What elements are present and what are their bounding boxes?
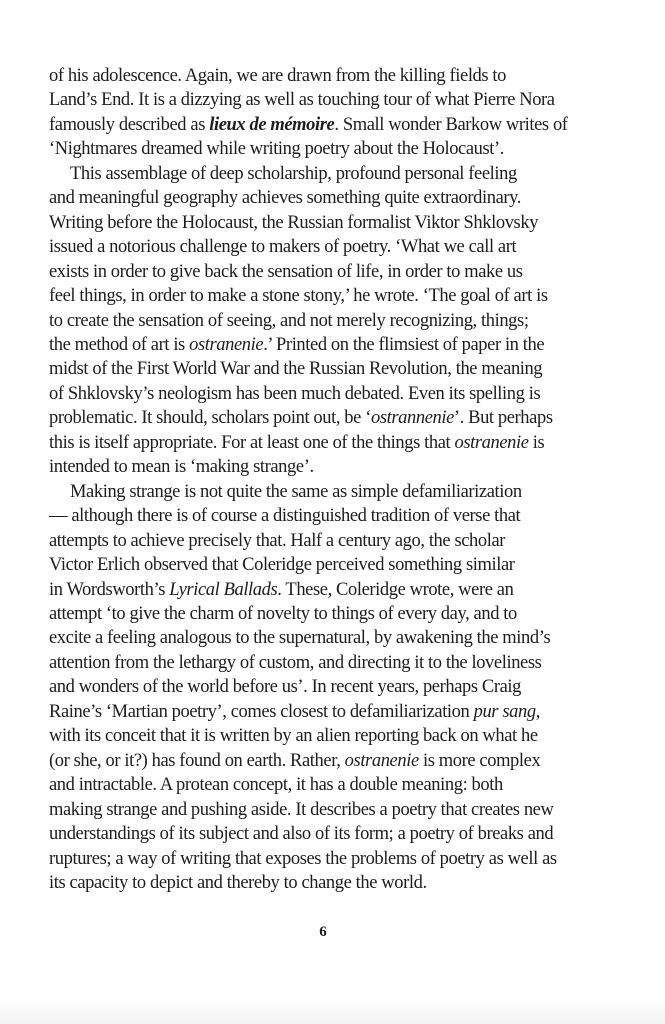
text-line [49, 235, 597, 259]
text-segment: excite a feeling analogous to the supernatural, by awakening the mind’s [49, 628, 551, 649]
text-line [49, 357, 597, 381]
text-line [49, 284, 597, 308]
text-line [49, 700, 597, 724]
text-line [49, 822, 597, 846]
text-line [49, 749, 597, 773]
text-segment: (or she, or it?) has found on earth. Rather, [49, 750, 345, 771]
text-line [49, 162, 597, 186]
text-segment: midst of the First World War and the Russian Revolution, the meaning [49, 359, 543, 380]
text-line [49, 651, 597, 675]
text-line [49, 88, 597, 112]
emphasized-text: pur sang [473, 701, 536, 722]
text-line [49, 431, 597, 455]
text-segment: . These, Coleridge wrote, were an [277, 579, 514, 600]
text-line [49, 260, 597, 284]
emphasized-text: ostranenie [454, 432, 529, 453]
text-segment: attempt ‘to give the charm of novelty to things of every day, and to [49, 603, 517, 624]
text-line [49, 553, 597, 577]
text-segment: Victor Erlich observed that Coleridge perceived something similar [49, 555, 515, 576]
text-line [49, 113, 597, 137]
text-segment: feel things, in order to make a stone stony,’ he wrote. ‘The goal of art is [49, 286, 548, 307]
text-line [49, 480, 597, 504]
text-segment: making strange and pushing aside. It describes a poetry that creates new [49, 799, 554, 820]
text-segment: understandings of its subject and also of its form; a poetry of breaks and [49, 824, 554, 845]
text-segment: , [535, 701, 540, 722]
text-segment: Raine’s ‘Martian poetry’, comes closest to defamiliarization [49, 701, 474, 722]
text-segment: Land’s End. It is a dizzying as well as touching tour of what Pierre Nora [49, 90, 555, 111]
text-segment: this is itself appropriate. For at least one of the things that [49, 432, 455, 453]
emphasized-text: ostranenie [189, 334, 264, 355]
paragraph [49, 480, 597, 896]
text-segment: problematic. It should, scholars point out, be ‘ [49, 408, 371, 429]
text-segment: attempts to achieve precisely that. Half a century ago, the scholar [49, 530, 506, 551]
body-text [49, 64, 597, 895]
text-line [49, 64, 597, 88]
emphasized-text: Lyrical Ballads [169, 579, 278, 600]
text-line [49, 847, 597, 871]
text-line [49, 871, 597, 895]
text-line [49, 504, 597, 528]
text-line [49, 333, 597, 357]
emphasized-text: ostrannenie [370, 408, 454, 429]
text-line [49, 724, 597, 748]
paragraph [49, 162, 597, 480]
text-line [49, 186, 597, 210]
text-segment: of his adolescence. Again, we are drawn from the killing fields to [49, 66, 507, 86]
text-line [49, 382, 597, 406]
text-line [49, 675, 597, 699]
text-segment: .’ Printed on the flimsiest of paper in the [263, 334, 545, 355]
text-segment: This assemblage of deep scholarship, profound personal feeling [70, 163, 517, 184]
text-segment: Writing before the Holocaust, the Russian formalist Viktor Shklovsky [49, 212, 539, 233]
emphasized-text: lieux de mémoire [209, 114, 335, 135]
paragraph [49, 64, 597, 162]
text-segment: ‘Nightmares dreamed while writing poetry about the Holocaust’. [49, 139, 505, 160]
text-segment: the method of art is [49, 334, 190, 355]
text-segment: and intractable. A protean concept, it has a double meaning: both [49, 775, 503, 796]
text-line [49, 211, 597, 235]
text-segment: and meaningful geography achieves something quite extraordinary. [49, 188, 522, 209]
page-number: 6 [319, 924, 327, 940]
text-line [49, 602, 597, 626]
page-bottom-shadow [0, 998, 665, 1024]
text-line [49, 578, 597, 602]
text-segment: ’. But perhaps [453, 408, 553, 429]
text-segment: its capacity to depict and thereby to change the world. [49, 872, 427, 893]
text-line [49, 529, 597, 553]
text-segment: and wonders of the world before us’. In recent years, perhaps Craig [49, 677, 522, 698]
text-segment: of Shklovsky’s neologism has been much debated. Even its spelling is [49, 383, 541, 404]
text-segment: Making strange is not quite the same as simple defamiliarization [70, 481, 522, 502]
text-segment: with its conceit that it is written by an alien reporting back on what he [49, 726, 538, 747]
text-segment: famously described as [49, 114, 210, 135]
text-segment: is more complex [418, 750, 541, 771]
text-segment: . Small wonder Barkow writes of [334, 114, 568, 135]
text-segment: in Wordsworth’s [49, 579, 170, 600]
text-segment: is [528, 432, 545, 453]
text-segment: intended to mean is ‘making strange’. [49, 457, 314, 478]
text-segment: attention from the lethargy of custom, and directing it to the loveliness [49, 652, 542, 673]
text-line [49, 798, 597, 822]
text-line [49, 626, 597, 650]
text-line [49, 773, 597, 797]
text-segment: — although there is of course a distinguished tradition of verse that [49, 506, 521, 527]
text-segment: to create the sensation of seeing, and not merely recognizing, things; [49, 310, 529, 331]
text-line [49, 406, 597, 430]
text-segment: ruptures; a way of writing that exposes the problems of poetry as well as [49, 848, 557, 869]
emphasized-text: ostranenie [344, 750, 419, 771]
text-segment: exists in order to give back the sensation of life, in order to make us [49, 261, 523, 282]
text-segment: issued a notorious challenge to makers of poetry. ‘What we call art [49, 237, 517, 258]
text-line [49, 309, 597, 333]
text-line [49, 137, 597, 161]
text-line [49, 455, 597, 479]
